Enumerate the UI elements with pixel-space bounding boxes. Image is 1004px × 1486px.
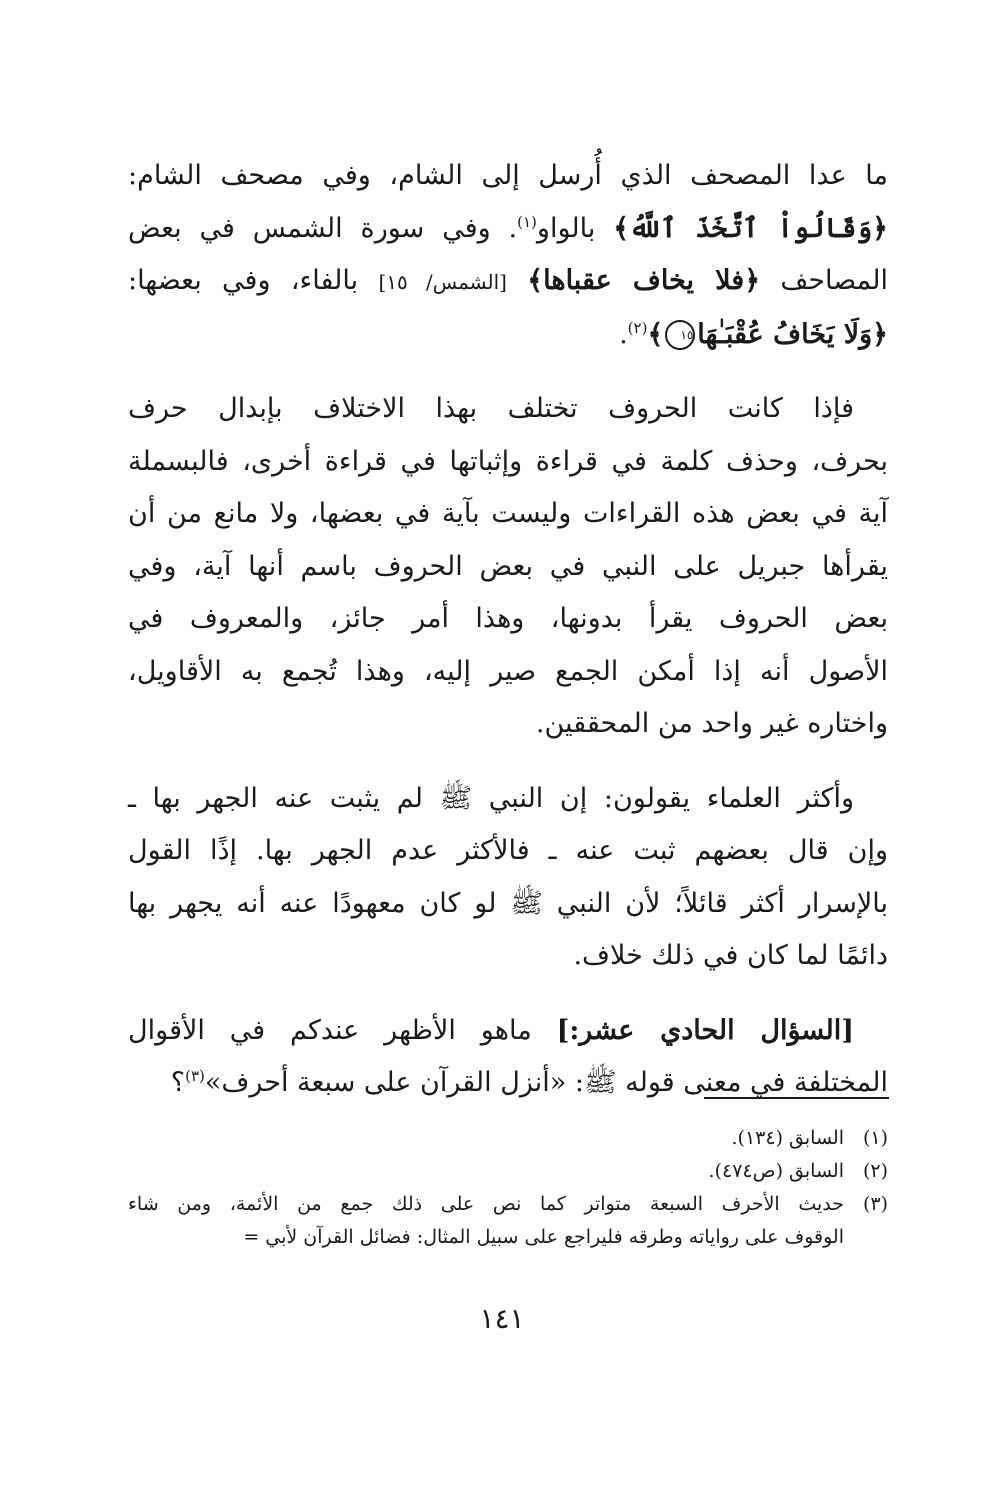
footnote-separator (704, 1097, 889, 1099)
quran-verse: ﴿فلا يخاف عقباها﴾ (527, 265, 761, 296)
footnote-number: (٢) (862, 1160, 888, 1182)
question-label: [السؤال الحادي عشر:] (556, 1014, 854, 1046)
footnote-text: السابق (ص٤٧٤). (708, 1160, 844, 1182)
paragraph-3 (128, 773, 888, 983)
footnote-marker: (٢) (627, 318, 648, 337)
page-number: ١٤١ (479, 1302, 525, 1335)
text-line: وإن قال بعضهم ثبت عنه ـ فالأكثر عدم الجهر بها. إذًا القول (128, 835, 888, 866)
footnote-number: (٣) (862, 1193, 888, 1215)
ayah-number-marker: ١٥ (665, 320, 695, 350)
footnote-item (128, 1122, 888, 1155)
footnote-marker: (٣) (185, 1067, 205, 1085)
text-line: بحرف، وحذف كلمة في قراءة وإثباتها في قراءة أخرى، فالبسملة (128, 445, 888, 477)
text-line: وأكثر العلماء يقولون: إن النبي ﷺ لم يثبت عنه الجهر بها ـ (128, 782, 854, 814)
text-span: . وفي سورة الشمس في بعض (128, 212, 518, 244)
footnote-item (128, 1155, 888, 1188)
quran-verse: ﴿وَلَا يَخَافُ عُقْبَـٰهَا (697, 318, 888, 350)
text-line: يقرأها جبريل على النبي في بعض الحروف باسم أنها آية، وفي (128, 550, 888, 582)
text-line (128, 309, 888, 362)
text-line: ما عدا المصحف الذي أُرسل إلى الشام، وفي مصحف الشام: (128, 160, 888, 191)
footnote-marker: (١) (517, 212, 537, 231)
text-line: بعض الحروف يقرأ بدونها، وهذا أمر جائز، والمعروف في (128, 603, 888, 634)
text-span: ؟ (170, 1067, 186, 1098)
text-line (128, 255, 888, 309)
text-line: الأصول أنه إذا أمكن الجمع صير إليه، وهذا تُجمع به الأقاويل، (128, 655, 888, 687)
text-line (128, 1005, 888, 1058)
text-span: المصاحف (780, 265, 888, 296)
footnote-text: حديث الأحرف السبعة متواتر كما نص على ذلك جمع من الأئمة، ومن شاء (128, 1193, 844, 1215)
quran-verse: ﴿وَقَالُواْ ٱتَّخَذَ ٱللَّهُ﴾ (613, 212, 889, 244)
text-line (128, 203, 888, 256)
footnote-continuation: الوقوف على رواياته وطرقه فليراجع على سبيل المثال: فضائل القرآن لأبي = (243, 1226, 844, 1248)
footnote-text: السابق (١٣٤). (731, 1127, 844, 1149)
paragraph-2 (128, 383, 888, 751)
text-span: . (619, 318, 628, 350)
main-text (128, 150, 888, 1132)
text-line: آية في بعض هذه القراءات وليست بآية في بعضها، ولا مانع من أن (128, 498, 888, 529)
text-line (128, 1057, 888, 1110)
text-span: بالواو (536, 212, 596, 244)
text-line: بالإسرار أكثر قائلاً؛ لأن النبي ﷺ لو كان معهودًا عنه أنه يجهر بها (128, 887, 888, 919)
text-span: المختلفة في معنى قوله ﷺ: «أنزل القرآن على سبعة أحرف» (204, 1067, 888, 1098)
text-line: دائمًا لما كان في ذلك خلاف. (573, 940, 888, 971)
footnote-number: (١) (862, 1127, 888, 1149)
paragraph-4 (128, 1005, 888, 1110)
footnote-item (128, 1188, 888, 1221)
text-line: فإذا كانت الحروف تختلف بهذا الاختلاف بإبدال حرف (128, 393, 854, 424)
text-span: ماهو الأظهر عندكم في الأقوال (128, 1014, 532, 1046)
text-line: واختاره غير واحد من المحققين. (535, 708, 888, 739)
quran-bracket: ﴾ (647, 318, 664, 350)
text-span: بالفاء، وفي بعضها: (128, 265, 359, 296)
footnotes (128, 1122, 888, 1254)
surah-reference: [الشمس/ ١٥] (378, 270, 507, 294)
paragraph-1 (128, 150, 888, 361)
